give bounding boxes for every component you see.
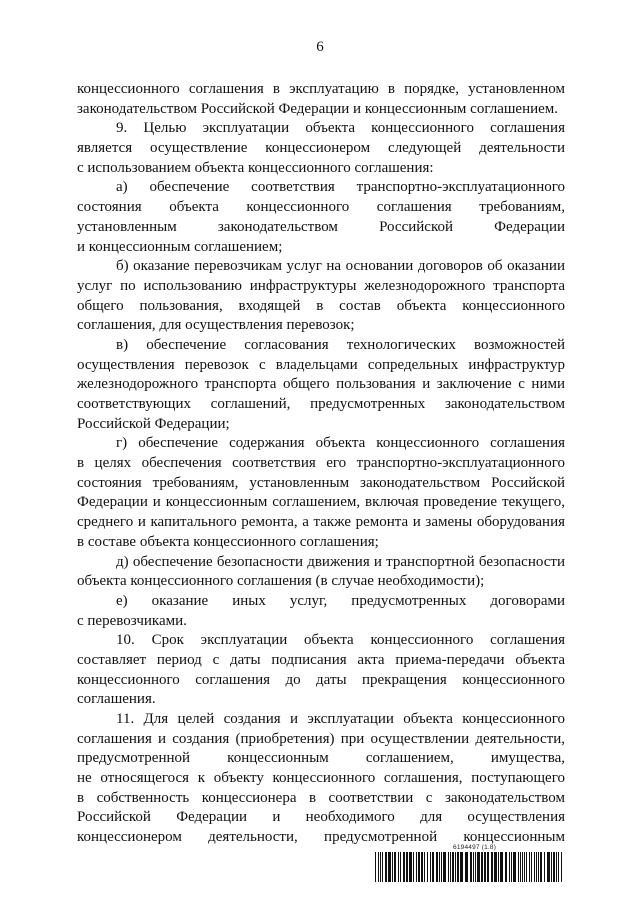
text-line: в составе объекта концессионного соглашения; [77, 533, 379, 550]
text-line: концессионером деятельности, предусмотренной концессионным [77, 829, 565, 846]
barcode-image [375, 852, 565, 882]
document-code: 6194497 (1.8) [453, 844, 497, 851]
barcode-bar [460, 852, 463, 882]
text-line: Российской Федерации и необходимого для осуществления [77, 809, 565, 826]
text-line: а) обеспечение соответствия транспортно-эксплуатационного [116, 179, 565, 196]
barcode-bar [526, 852, 527, 882]
barcode-bar [524, 852, 525, 882]
text-line: е) оказание иных услуг, предусмотренных договорами [116, 592, 565, 609]
barcode-bar [394, 852, 396, 882]
barcode-bar [522, 852, 523, 882]
barcode-bar [470, 852, 472, 882]
barcode-bar [436, 852, 438, 882]
barcode-bar [443, 852, 446, 882]
barcode-bar [448, 852, 449, 882]
barcode-bar [509, 852, 510, 882]
barcode-bar [388, 852, 391, 882]
text-line: в целях обеспечения соответствия его транспортно-эксплуатационного [77, 455, 565, 472]
text-line: составляет период с даты подписания акта приема-передачи объекта [77, 651, 565, 668]
barcode-bar [518, 852, 519, 882]
barcode-bar [531, 852, 532, 882]
barcode-bar [406, 852, 408, 882]
barcode-bar [500, 852, 503, 882]
text-line: соглашения. [77, 691, 156, 708]
barcode-bar [558, 852, 559, 882]
barcode-bar [477, 852, 480, 882]
text-line: железнодорожного транспорта общего пользования и заключение с ними [77, 376, 565, 393]
barcode-bar [481, 852, 483, 882]
barcode-bar [439, 852, 440, 882]
barcode-bar [432, 852, 434, 882]
text-line: концессионного соглашения до даты прекращения концессионного [77, 671, 565, 688]
barcode-bar [455, 852, 456, 882]
barcode-bar [511, 852, 512, 882]
barcode-bar [473, 852, 474, 882]
barcode-bar [538, 852, 539, 882]
barcode-bar [403, 852, 405, 882]
barcode-bar [452, 852, 454, 882]
barcode-bar [418, 852, 420, 882]
barcode-bar [400, 852, 401, 882]
barcode-bar [551, 852, 552, 882]
text-line: соглашения, для осуществления перевозок; [77, 317, 355, 334]
barcode-bar [380, 852, 381, 882]
text-line: соответствующих соглашений, предусмотренных законодательством [77, 396, 565, 412]
text-line: предусмотренной концессионным соглашением, имущества, [77, 750, 565, 767]
barcode-bar [556, 852, 557, 882]
text-line: с использованием объекта концессионного соглашения: [77, 159, 434, 176]
text-line: г) обеспечение содержания объекта концессионного соглашения [116, 435, 565, 452]
barcode-bar [427, 852, 428, 882]
text-line: услуг по использованию инфраструктуры железнодорожного транспорта [77, 277, 565, 294]
text-line: 10. Срок эксплуатации объекта концессионного соглашения [116, 632, 565, 649]
barcode-bar [378, 852, 379, 882]
barcode-bar [409, 852, 412, 882]
barcode-bar [494, 852, 497, 882]
barcode-bar [441, 852, 442, 882]
barcode-bar [505, 852, 507, 882]
barcode-bar [520, 852, 521, 882]
text-line: является осуществление концессионером следующей деятельности [77, 140, 565, 157]
barcode-bar [544, 852, 545, 882]
text-line: с перевозчиками. [77, 612, 187, 629]
text-line: и концессионным соглашением; [77, 238, 283, 255]
barcode-bar [498, 852, 499, 882]
barcode-bar [475, 852, 476, 882]
text-line: среднего и капитального ремонта, а также ремонта и замены оборудования [77, 514, 565, 531]
text-line: д) обеспечение безопасности движения и транспортной безопасности [116, 553, 565, 570]
barcode-bar [465, 852, 468, 882]
text-line: Российской Федерации; [77, 415, 230, 432]
barcode-bar [534, 852, 535, 882]
text-line: 11. Для целей создания и эксплуатации объекта концессионного [116, 711, 565, 727]
barcode-bar [536, 852, 537, 882]
text-line: Федерации и концессионным соглашением, включая проведение текущего, [77, 494, 565, 511]
barcode-bar [487, 852, 489, 882]
text-line: в) обеспечение согласования технологических возможностей [116, 336, 565, 353]
barcode-bar [529, 852, 530, 882]
barcode-bar [382, 852, 383, 882]
barcode-bar [375, 852, 376, 882]
barcode-bar [540, 852, 542, 882]
barcode-bar [430, 852, 431, 882]
text-line: состояния требованиям, установленным законодательством Российской [77, 474, 565, 491]
barcode-bar [398, 852, 399, 882]
barcode-bar [491, 852, 493, 882]
barcode-bar [561, 852, 562, 882]
text-line: установленным законодательством Российской Федерации [77, 218, 565, 235]
barcode-bar [457, 852, 459, 882]
document-body [77, 80, 565, 848]
text-line: осуществления перевозок с владельцами сопредельных инфраструктур [77, 356, 565, 373]
text-line: соглашения и создания (приобретения) при осуществлении деятельности, [77, 730, 565, 747]
text-line: 9. Целью эксплуатации объекта концессионного соглашения [116, 120, 565, 137]
text-line: в собственность концессионера в соответствии с законодательством [77, 789, 565, 806]
barcode-bar [484, 852, 486, 882]
text-line: не относящегося к объекту концессионного соглашения, поступающего [77, 770, 565, 787]
barcode-bar [547, 852, 550, 882]
page-number: 6 [316, 39, 324, 55]
barcode-bar [421, 852, 423, 882]
text-line: состояния объекта концессионного соглашения требованиям, [77, 199, 565, 216]
barcode-bar [392, 852, 393, 882]
text-line: б) оказание перевозчикам услуг на основании договоров об оказании [116, 258, 565, 275]
text-line: объекта концессионного соглашения (в случае необходимости); [77, 573, 485, 590]
text-line: законодательством Российской Федерации и концессионным соглашением. [77, 100, 559, 117]
barcode-bar [416, 852, 417, 882]
text-line: общего пользования, входящей в состав объекта концессионного [77, 297, 565, 314]
barcode-bar [553, 852, 555, 882]
barcode-bar [450, 852, 451, 882]
barcode-bar [385, 852, 387, 882]
barcode-bar [413, 852, 414, 882]
barcode-bar [513, 852, 516, 882]
text-line: концессионного соглашения в эксплуатацию в порядке, установленном [77, 81, 565, 97]
barcode-bar [424, 852, 425, 882]
